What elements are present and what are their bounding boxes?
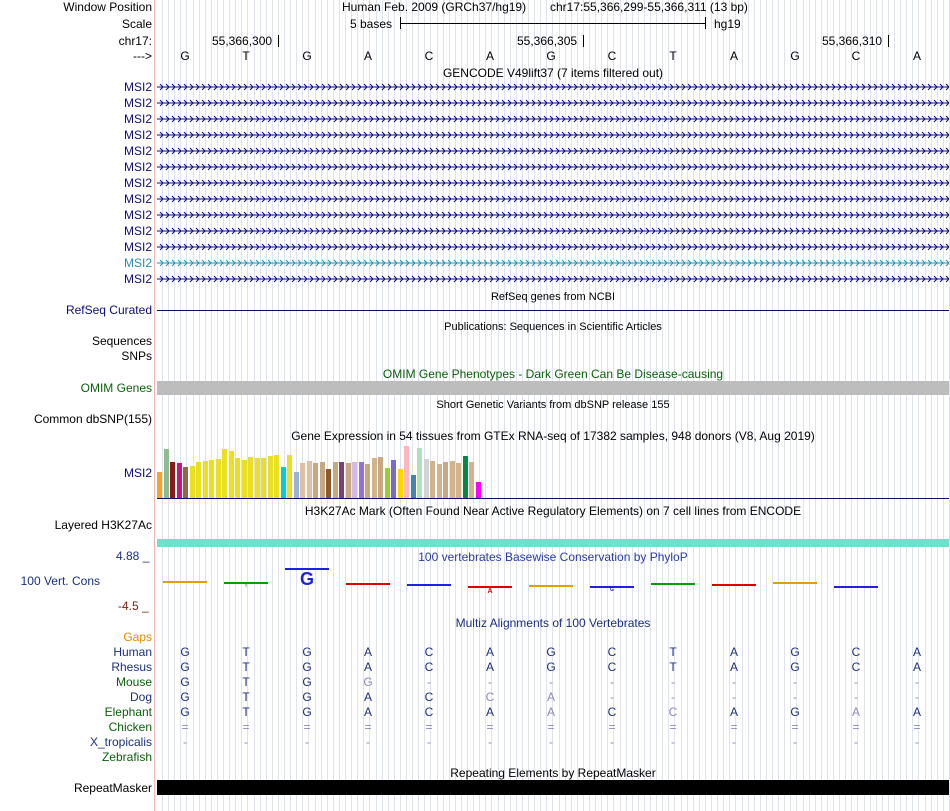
aligned-base: = [547,720,555,734]
aligned-base: G [546,645,556,659]
reference-base: G [790,49,800,63]
aligned-base: - [305,735,309,749]
species-label[interactable]: Mouse [115,675,152,689]
gtex-tissue-bar[interactable] [326,469,331,498]
gencode-gene-label[interactable]: MSI2 [123,160,152,174]
coord-tick-3 [888,35,889,47]
aligned-base: = [364,720,372,734]
gencode-title[interactable]: GENCODE V49lift37 (7 items filtered out) [442,66,664,80]
aligned-base: - [671,675,675,689]
dbsnp-title[interactable]: Short Genetic Variants from dbSNP release 155 [436,399,670,411]
gencode-transcript[interactable] [157,145,949,157]
refseq-line[interactable] [157,310,949,311]
gtex-tissue-bar[interactable] [391,460,396,498]
multiz-title[interactable]: Multiz Alignments of 100 Vertebrates [455,616,651,630]
gencode-transcript[interactable] [157,161,949,173]
aligned-base: - [427,735,431,749]
aligned-base: G [790,660,800,674]
phylop-base-mark[interactable] [773,582,817,588]
aligned-base: C [424,660,434,674]
aligned-base: - [549,735,553,749]
gtex-tissue-bar[interactable] [365,464,370,498]
gtex-tissue-bar[interactable] [352,462,357,498]
h3k27ac-title[interactable]: H3K27Ac Mark (Often Found Near Active Regulatory Elements) on 7 cell lines from ENCODE [304,504,802,518]
gencode-gene-label[interactable]: MSI2 [123,144,152,158]
scale-db: hg19 [714,17,741,31]
aligned-base: - [610,690,614,704]
coord-3: 55,366,310 [822,34,883,48]
aligned-base: A [912,660,921,674]
phylop-title[interactable]: 100 vertebrates Basewise Conservation by PhyloP [418,550,688,564]
aligned-base: - [854,735,858,749]
aligned-base: G [546,660,556,674]
aligned-base: A [729,705,738,719]
aligned-base: C [424,645,434,659]
gtex-tissue-bar[interactable] [157,472,162,498]
repeatmasker-title[interactable]: Repeating Elements by RepeatMasker [450,766,656,780]
aligned-base: - [549,675,553,689]
aligned-base: T [242,690,250,704]
aligned-base: = [486,720,494,734]
aligned-base: - [793,735,797,749]
publications-label-snps[interactable]: SNPs [121,349,152,363]
gencode-gene-label[interactable]: MSI2 [123,256,152,270]
gtex-tissue-bar[interactable] [307,461,312,498]
refseq-label[interactable]: RefSeq Curated [65,303,152,317]
repeatmasker-label[interactable]: RepeatMasker [73,781,152,795]
gtex-tissue-bar[interactable] [398,469,403,498]
aligned-base: A [363,660,372,674]
gtex-tissue-bar[interactable] [469,462,474,498]
aligned-base: A [363,645,372,659]
species-label[interactable]: Elephant [104,705,152,719]
phylop-base-mark[interactable] [651,583,695,588]
phylop-base-mark[interactable] [712,584,756,588]
gencode-transcript[interactable] [157,81,949,93]
gencode-gene-label[interactable]: MSI2 [123,96,152,110]
species-label[interactable]: Chicken [108,720,152,734]
label-separator [154,0,155,811]
gtex-tissue-bar[interactable] [430,461,435,498]
aligned-base: = [425,720,433,734]
aligned-base: - [793,675,797,689]
strand-label: ---> [133,49,152,63]
phylop-base-mark[interactable] [407,584,451,588]
coord-2: 55,366,305 [517,34,578,48]
aligned-base: = [791,720,799,734]
gtex-tissue-bar[interactable] [456,463,461,498]
aligned-base: A [851,705,860,719]
aligned-base: = [181,720,189,734]
aligned-base: C [851,660,861,674]
gtex-tissue-bar[interactable] [255,458,260,498]
reference-base: C [424,49,434,63]
gtex-tissue-bar[interactable] [164,449,169,498]
gtex-tissue-bar[interactable] [268,456,273,498]
aligned-base: C [424,705,434,719]
species-label[interactable]: Rhesus [111,660,152,674]
gencode-transcript[interactable] [157,257,949,269]
gtex-tissue-bar[interactable] [281,467,286,498]
gtex-tissue-bar[interactable] [261,458,266,498]
publications-label-sequences[interactable]: Sequences [91,334,152,348]
aligned-base: G [790,645,800,659]
aligned-base: A [912,705,921,719]
dbsnp-label[interactable]: Common dbSNP(155) [33,412,152,426]
aligned-base: - [854,690,858,704]
gtex-tissue-bar[interactable] [177,463,182,498]
gtex-tissue-bar[interactable] [437,464,442,498]
gtex-tissue-bar[interactable] [313,463,318,498]
aligned-base: G [180,705,190,719]
aligned-base: G [302,660,312,674]
gtex-tissue-bar[interactable] [385,468,390,498]
gtex-tissue-bar[interactable] [274,455,279,498]
omim-title[interactable]: OMIM Gene Phenotypes - Dark Green Can Be Disease-causing [382,367,724,381]
reference-base: G [180,49,190,63]
gtex-tissue-bar[interactable] [372,458,377,498]
aligned-base: G [302,690,312,704]
reference-base: T [669,49,677,63]
aligned-base: G [180,675,190,689]
gtex-tissue-bar[interactable] [346,463,351,498]
gtex-tissue-bar[interactable] [170,462,175,498]
gtex-tissue-bar[interactable] [359,462,364,498]
gtex-baseline [157,498,949,499]
gtex-title[interactable]: Gene Expression in 54 tissues from GTEx RNA-seq of 17382 samples, 948 donors (V8, Aug 2019) [291,429,815,443]
coord-tick-1 [278,35,279,47]
phylop-base-mark[interactable]: G [285,568,329,588]
repeatmasker-bar[interactable] [157,780,949,795]
gtex-tissue-bar[interactable] [424,459,429,498]
refseq-title[interactable]: RefSeq genes from NCBI [490,291,616,303]
gencode-transcript[interactable] [157,193,949,205]
reference-base: A [729,49,738,63]
gencode-transcript[interactable] [157,129,949,141]
aligned-base: - [488,675,492,689]
scale-label: Scale [121,17,152,31]
gtex-tissue-bar[interactable] [333,462,338,498]
aligned-base: - [915,690,919,704]
aligned-base: T [242,705,250,719]
omim-bar[interactable] [157,381,949,395]
chrom-label: chr17: [118,34,152,48]
scale-text: 5 bases [350,17,393,31]
aligned-base: - [671,690,675,704]
gtex-tissue-bar[interactable] [443,462,448,498]
aligned-base: A [485,660,494,674]
coord-1: 55,366,300 [212,34,273,48]
gencode-transcript[interactable] [157,113,949,125]
aligned-base: G [180,645,190,659]
aligned-base: - [366,735,370,749]
aligned-base: - [488,735,492,749]
reference-base: A [485,49,494,63]
aligned-base: A [729,660,738,674]
aligned-base: C [485,690,495,704]
species-label[interactable]: Human [113,645,152,659]
aligned-base: - [610,735,614,749]
gtex-tissue-bar[interactable] [339,462,344,498]
gtex-tissue-bar[interactable] [404,446,409,498]
phylop-label[interactable]: 100 Vert. Cons [20,574,100,588]
gtex-tissue-bar[interactable] [378,457,383,498]
gtex-tissue-bar[interactable] [216,459,221,498]
gaps-label[interactable]: Gaps [123,630,152,644]
gtex-tissue-bar[interactable] [450,461,455,498]
phylop-base-mark[interactable] [163,581,207,588]
aligned-base: = [303,720,311,734]
aligned-base: C [607,660,617,674]
aligned-base: C [607,705,617,719]
aligned-base: - [854,675,858,689]
gencode-transcript[interactable] [157,225,949,237]
aligned-base: C [424,690,434,704]
gtex-tissue-bar[interactable] [248,457,253,498]
aligned-base: G [302,675,312,689]
gencode-transcript[interactable] [157,209,949,221]
aligned-base: G [180,690,190,704]
aligned-base: G [302,645,312,659]
aligned-base: C [607,645,617,659]
aligned-base: A [485,705,494,719]
gencode-gene-label[interactable]: MSI2 [123,112,152,126]
gencode-gene-label[interactable]: MSI2 [123,240,152,254]
aligned-base: = [608,720,616,734]
species-label[interactable]: X_tropicalis [89,735,152,749]
aligned-base: A [912,645,921,659]
aligned-base: G [363,675,373,689]
aligned-base: - [915,675,919,689]
phylop-min: -4.5 _ [118,599,149,613]
aligned-base: - [732,675,736,689]
h3k27ac-signal[interactable] [157,539,949,547]
scale-bar [400,17,706,29]
gtex-tissue-bar[interactable] [411,475,416,498]
gtex-tissue-bar[interactable] [209,460,214,498]
aligned-base: - [732,735,736,749]
aligned-base: T [242,660,250,674]
reference-base: C [851,49,861,63]
aligned-base: C [851,645,861,659]
aligned-base: G [302,705,312,719]
gtex-tissue-bar[interactable] [300,463,305,498]
gencode-gene-label[interactable]: MSI2 [123,128,152,142]
gtex-tissue-bar[interactable] [229,451,234,498]
aligned-base: A [729,645,738,659]
gtex-tissue-bar[interactable] [476,482,481,498]
h3k27ac-label[interactable]: Layered H3K27Ac [54,518,152,532]
gencode-transcript[interactable] [157,97,949,109]
aligned-base: - [671,735,675,749]
aligned-base: T [669,645,677,659]
reference-base: T [242,49,250,63]
phylop-base-mark[interactable] [834,586,878,593]
gencode-gene-label[interactable]: MSI2 [123,80,152,94]
reference-base: A [363,49,372,63]
aligned-base: = [913,720,921,734]
gencode-transcript[interactable] [157,241,949,253]
reference-base: A [912,49,921,63]
gencode-gene-label[interactable]: MSI2 [123,176,152,190]
aligned-base: A [546,705,555,719]
reference-base: G [546,49,556,63]
gencode-gene-label[interactable]: MSI2 [123,208,152,222]
gtex-tissue-bar[interactable] [190,466,195,498]
aligned-base: G [790,705,800,719]
phylop-base-mark[interactable]: A [468,586,512,595]
gtex-tissue-bar[interactable] [287,455,292,498]
aligned-base: A [363,705,372,719]
gtex-tissue-bar[interactable] [320,462,325,498]
gtex-tissue-bar[interactable] [196,462,201,498]
aligned-base: = [242,720,250,734]
publications-title[interactable]: Publications: Sequences in Scientific Articles [444,321,662,333]
omim-label[interactable]: OMIM Genes [80,381,152,395]
gtex-tissue-bar[interactable] [222,449,227,498]
aligned-base: = [669,720,677,734]
phylop-max: 4.88 _ [116,549,150,563]
aligned-base: A [546,690,555,704]
aligned-base: - [610,675,614,689]
gtex-label[interactable]: MSI2 [123,466,152,480]
gtex-tissue-bar[interactable] [242,460,247,498]
coord-tick-2 [583,35,584,47]
reference-base: G [302,49,312,63]
species-label[interactable]: Dog [129,690,152,704]
aligned-base: A [485,645,494,659]
gtex-tissue-bar[interactable] [183,467,188,498]
aligned-base: - [732,690,736,704]
species-label[interactable]: Zebrafish [101,750,152,764]
aligned-base: T [669,660,677,674]
gtex-tissue-bar[interactable] [463,456,468,498]
gencode-transcript[interactable] [157,177,949,189]
phylop-base-mark[interactable]: T [224,582,268,588]
gtex-chart[interactable] [157,445,949,499]
gencode-gene-label[interactable]: MSI2 [123,224,152,238]
gencode-transcript[interactable] [157,273,949,285]
gencode-gene-label[interactable]: MSI2 [123,272,152,286]
aligned-base: = [852,720,860,734]
phylop-base-mark[interactable] [346,583,390,588]
aligned-base: - [427,675,431,689]
aligned-base: - [183,735,187,749]
gencode-gene-label[interactable]: MSI2 [123,192,152,206]
gtex-tissue-bar[interactable] [203,461,208,498]
gtex-tissue-bar[interactable] [294,472,299,498]
aligned-base: C [668,705,678,719]
aligned-base: - [244,735,248,749]
aligned-base: G [180,660,190,674]
gtex-tissue-bar[interactable] [417,448,422,498]
aligned-base: = [730,720,738,734]
aligned-base: - [915,735,919,749]
aligned-base: T [242,645,250,659]
window-position-label: Window Position [63,0,152,14]
phylop-base-mark[interactable] [529,585,573,588]
phylop-logo[interactable] [157,566,949,606]
gtex-tissue-bar[interactable] [235,458,240,498]
aligned-base: A [363,690,372,704]
position-readout: chr17:55,366,299-55,366,311 (13 bp) [550,0,748,14]
aligned-base: T [242,675,250,689]
assembly-title: Human Feb. 2009 (GRCh37/hg19) [342,0,527,14]
phylop-base-mark[interactable]: G [590,586,634,593]
reference-base: C [607,49,617,63]
aligned-base: - [793,690,797,704]
